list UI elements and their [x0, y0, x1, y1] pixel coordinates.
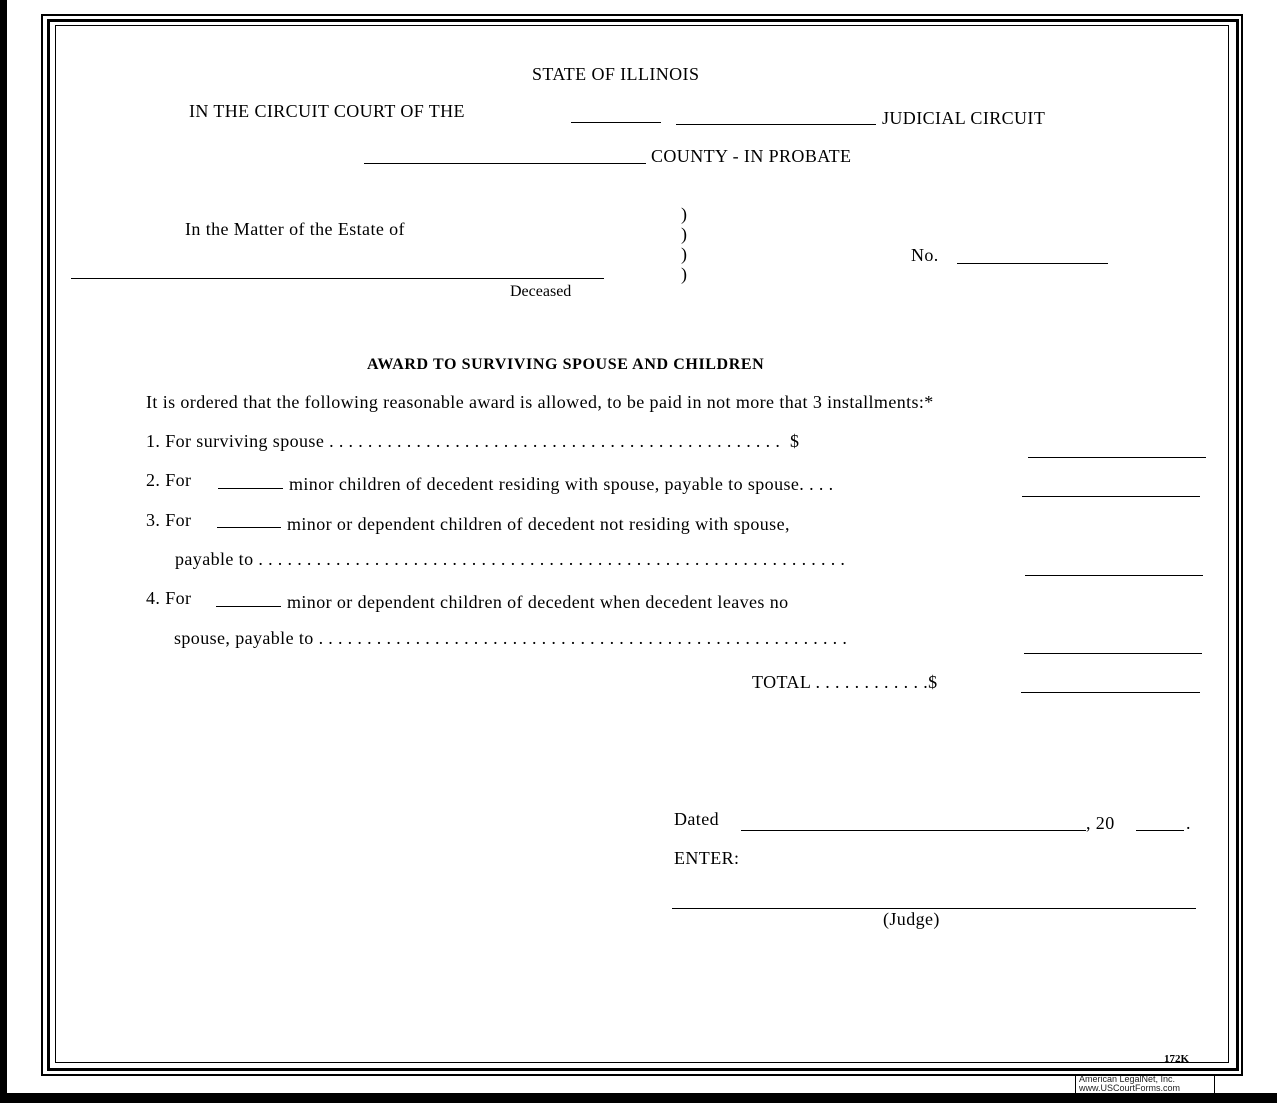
item-1-amount-field[interactable]	[1028, 457, 1206, 458]
paren-2: )	[681, 224, 688, 244]
item-3-payable	[175, 549, 850, 570]
date-field[interactable]	[741, 830, 1086, 831]
state-heading: STATE OF ILLINOIS	[532, 64, 700, 84]
paren-4: )	[681, 264, 688, 284]
item-3-amount-field[interactable]	[1025, 575, 1203, 576]
item-3-text: minor or dependent children of decedent not residing with spouse,	[287, 514, 790, 534]
dot-leader: .......................................................	[318, 628, 853, 648]
item-1-text: 1. For surviving spouse	[146, 431, 325, 451]
scan-edge-left	[0, 0, 7, 1103]
circuit-name-field[interactable]	[676, 124, 876, 125]
total-label: TOTAL . . . . . . . . . . . .$	[752, 672, 938, 692]
intro-text: It is ordered that the following reasonable award is allowed, to be paid in not more that 3 installments:*	[146, 392, 934, 412]
item-4-payable	[174, 628, 852, 649]
item-4-text: minor or dependent children of decedent when decedent leaves no	[287, 592, 789, 612]
year-field[interactable]	[1136, 830, 1184, 831]
form-number: 172K	[1164, 1053, 1190, 1065]
paren-1: )	[681, 204, 688, 224]
year-prefix: , 20	[1086, 813, 1115, 833]
item-1-label	[146, 431, 799, 452]
matter-label: In the Matter of the Estate of	[185, 219, 405, 239]
deceased-label: Deceased	[510, 283, 572, 300]
paren-3: )	[681, 244, 688, 264]
circuit-number-field[interactable]	[571, 122, 661, 123]
item-2-count-field[interactable]	[218, 488, 283, 489]
court-prefix: IN THE CIRCUIT COURT OF THE	[189, 101, 465, 121]
case-no-field[interactable]	[957, 263, 1108, 264]
item-2-amount-field[interactable]	[1022, 496, 1200, 497]
date-period: .	[1186, 813, 1191, 833]
item-4-payable-text: spouse, payable to	[174, 628, 314, 648]
total-amount-field[interactable]	[1021, 692, 1200, 693]
item-4-amount-field[interactable]	[1024, 653, 1202, 654]
item-4-count-field[interactable]	[216, 606, 281, 607]
county-field[interactable]	[364, 163, 646, 164]
item-3-payable-text: payable to	[175, 549, 254, 569]
publisher-url: www.USCourtForms.com	[1079, 1083, 1181, 1093]
item-3-prefix: 3. For	[146, 510, 192, 530]
item-1-dollar: $	[789, 431, 800, 451]
item-4-prefix: 4. For	[146, 588, 192, 608]
publisher-name: American LegalNet, Inc.	[1079, 1074, 1176, 1084]
enter-label: ENTER:	[674, 848, 740, 868]
dated-label: Dated	[674, 809, 719, 829]
court-suffix: JUDICIAL CIRCUIT	[882, 108, 1046, 128]
judge-label: (Judge)	[883, 909, 940, 929]
item-2-text: minor children of decedent residing with spouse, payable to spouse. . . .	[289, 474, 834, 494]
item-2-prefix: 2. For	[146, 470, 192, 490]
decedent-name-field[interactable]	[71, 278, 604, 279]
item-3-count-field[interactable]	[217, 527, 281, 528]
dot-leader: .............................................................	[258, 549, 851, 569]
case-no-label: No.	[911, 245, 939, 265]
dot-leader: ...............................................	[329, 431, 786, 451]
county-heading: COUNTY - IN PROBATE	[651, 146, 852, 166]
form-title: AWARD TO SURVIVING SPOUSE AND CHILDREN	[367, 356, 765, 373]
scan-edge-bottom	[0, 1093, 1277, 1103]
publisher-stamp	[1075, 1075, 1215, 1093]
